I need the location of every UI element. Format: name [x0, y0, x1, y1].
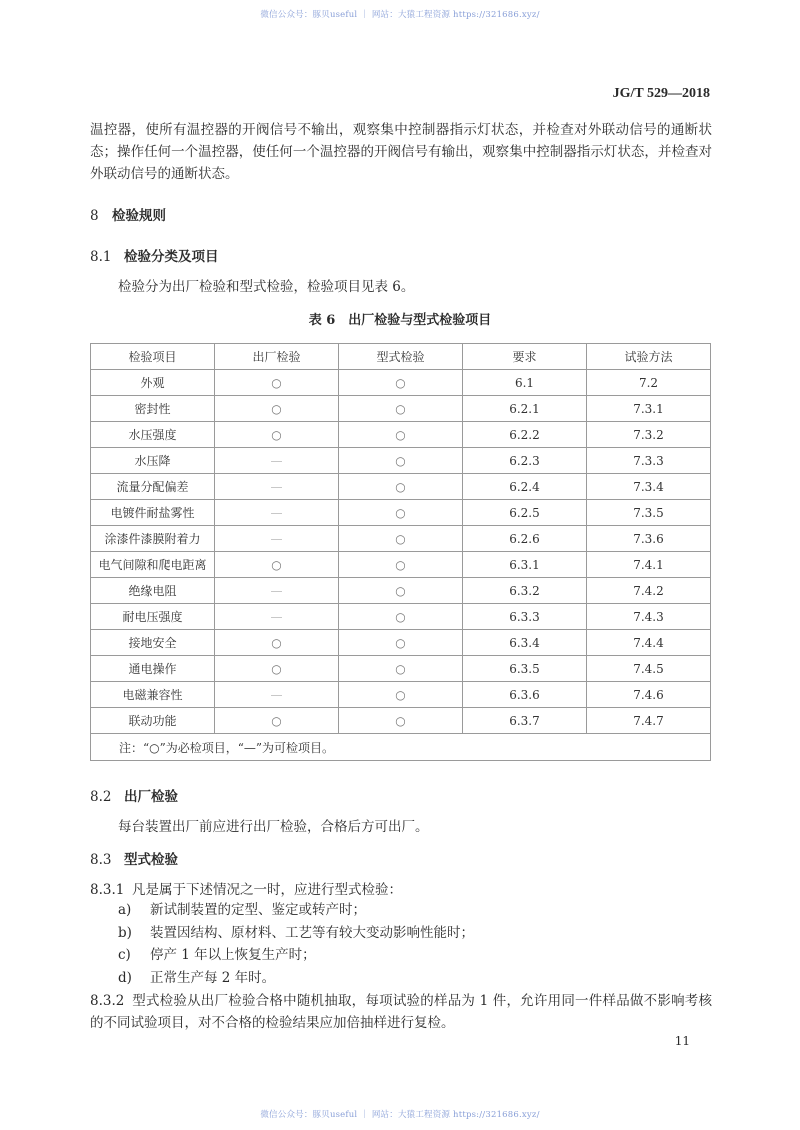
table-cell: 水压降	[91, 448, 215, 474]
table-cell: —	[215, 448, 339, 474]
table-cell: 耐电压强度	[91, 604, 215, 630]
table-cell: 6.2.3	[463, 448, 587, 474]
list-text: 正常生产每 2 年时。	[150, 970, 276, 987]
table-cell: —	[215, 500, 339, 526]
clause-8-3-2	[90, 990, 712, 1034]
list-label: c)	[118, 947, 131, 964]
table-cell: ○	[339, 448, 463, 474]
table-cell: 7.4.7	[587, 708, 711, 734]
column-header: 试验方法	[587, 344, 711, 370]
table-row	[91, 708, 711, 734]
table-cell: ○	[215, 422, 339, 448]
table-cell: ○	[339, 604, 463, 630]
section-number: 8.2	[90, 789, 112, 805]
table-cell: —	[215, 526, 339, 552]
table-cell: 流量分配偏差	[91, 474, 215, 500]
clause-text: 凡是属于下述情况之一时，应进行型式检验：	[132, 882, 402, 898]
table-cell: 6.2.4	[463, 474, 587, 500]
section-title: 型式检验	[124, 852, 178, 868]
table-cell: 6.1	[463, 370, 587, 396]
table-cell: 7.3.5	[587, 500, 711, 526]
table-note: 注：“○”为必检项目，“—”为可检项目。	[91, 734, 711, 761]
section-title: 检验分类及项目	[124, 249, 219, 265]
table-cell: 6.3.4	[463, 630, 587, 656]
table-cell: 密封性	[91, 396, 215, 422]
table-cell: 7.2	[587, 370, 711, 396]
table-cell: 6.3.5	[463, 656, 587, 682]
table-cell: ○	[215, 656, 339, 682]
table-cell: ○	[215, 396, 339, 422]
table-cell: —	[215, 474, 339, 500]
column-header: 检验项目	[91, 344, 215, 370]
table-cell: —	[215, 578, 339, 604]
clause-number: 8.3.2	[90, 993, 125, 1009]
table-cell: 7.4.3	[587, 604, 711, 630]
table-cell: 电镀件耐盐雾性	[91, 500, 215, 526]
table-cell: ○	[339, 708, 463, 734]
section-number: 8	[90, 208, 99, 224]
clause-8-3-1	[90, 878, 402, 898]
table-cell: ○	[339, 526, 463, 552]
table-cell: ○	[215, 370, 339, 396]
table-cell: 6.2.5	[463, 500, 587, 526]
table-cell: ○	[339, 396, 463, 422]
table-cell: 电气间隙和爬电距离	[91, 552, 215, 578]
table-row	[91, 682, 711, 708]
table-cell: 通电操作	[91, 656, 215, 682]
table-cell: 7.4.1	[587, 552, 711, 578]
table-cell: ○	[215, 630, 339, 656]
section-number: 8.1	[90, 249, 112, 265]
list-label: d)	[118, 970, 132, 987]
table-cell: ○	[339, 500, 463, 526]
table-cell: 7.3.1	[587, 396, 711, 422]
table-row	[91, 474, 711, 500]
table-cell: ○	[339, 656, 463, 682]
table-cell: 6.3.1	[463, 552, 587, 578]
inspection-items-table	[90, 343, 711, 761]
table-row	[91, 578, 711, 604]
table-cell: 涂漆件漆膜附着力	[91, 526, 215, 552]
column-header: 型式检验	[339, 344, 463, 370]
table-cell: 7.4.4	[587, 630, 711, 656]
column-header: 出厂检验	[215, 344, 339, 370]
table-row	[91, 500, 711, 526]
list-item	[118, 944, 474, 967]
column-header: 要求	[463, 344, 587, 370]
table-cell: 水压强度	[91, 422, 215, 448]
table-cell: 外观	[91, 370, 215, 396]
list-text: 装置因结构、原材料、工艺等有较大变动影响性能时；	[150, 924, 474, 941]
table-cell: 7.4.5	[587, 656, 711, 682]
table-caption: 表 6 出厂检验与型式检验项目	[308, 313, 492, 328]
table-cell: ○	[339, 422, 463, 448]
standard-number: JG/T 529—2018	[612, 86, 710, 101]
list-label: b)	[118, 924, 132, 941]
table-note-row	[91, 734, 711, 761]
table-row	[91, 526, 711, 552]
table-cell: 6.3.2	[463, 578, 587, 604]
table-cell: ○	[339, 370, 463, 396]
table-cell: 7.3.2	[587, 422, 711, 448]
table-row	[91, 604, 711, 630]
section-8-heading	[90, 204, 166, 224]
table-cell: 7.3.6	[587, 526, 711, 552]
section-number: 8.3	[90, 852, 112, 868]
table-cell: 6.2.6	[463, 526, 587, 552]
table-row	[91, 448, 711, 474]
table-cell: 6.3.6	[463, 682, 587, 708]
table-cell: —	[215, 682, 339, 708]
table-cell: 绝缘电阻	[91, 578, 215, 604]
table-cell: ○	[339, 682, 463, 708]
section-title: 检验规则	[112, 208, 166, 224]
table-cell: ○	[215, 708, 339, 734]
section-8-2-heading	[90, 785, 178, 805]
table-row	[91, 656, 711, 682]
intro-paragraph: 温控器，使所有温控器的开阀信号不输出，观察集中控制器指示灯状态，并检查对外联动信号的通断状态；操作任何一个温控器，使任何一个温控器的开阀信号有输出，观察集中控制器指示灯状态，并检查对外联动信号的通断状态。	[90, 122, 712, 182]
list-item	[118, 922, 474, 945]
table-cell: 6.2.2	[463, 422, 587, 448]
watermark-bottom: 微信公众号：豚贝useful ｜ 网站：大猿工程资源 https://321686.xyz/	[260, 1110, 540, 1120]
table-cell: ○	[339, 578, 463, 604]
table-cell: 6.3.7	[463, 708, 587, 734]
section-8-1-heading	[90, 245, 219, 265]
table-cell: 6.3.3	[463, 604, 587, 630]
section-8-2-text: 每台装置出厂前应进行出厂检验，合格后方可出厂。	[118, 819, 429, 835]
table-row	[91, 422, 711, 448]
table-cell: 接地安全	[91, 630, 215, 656]
table-cell: ○	[339, 630, 463, 656]
condition-list	[118, 899, 474, 990]
table-row	[91, 552, 711, 578]
table-row	[91, 370, 711, 396]
table-cell: 7.3.3	[587, 448, 711, 474]
list-label: a)	[118, 902, 132, 918]
clause-text: 型式检验从出厂检验合格中随机抽取，每项试验的样品为 1 件，允许用同一件样品做不影响考核的不同试验项目，对不合格的检验结果应加倍抽样进行复检。	[90, 993, 712, 1031]
table-cell: ○	[339, 552, 463, 578]
list-text: 新试制装置的定型、鉴定或转产时；	[150, 902, 366, 918]
list-item	[118, 899, 474, 922]
list-text: 停产 1 年以上恢复生产时；	[150, 947, 316, 964]
page-number: 11	[674, 1034, 690, 1048]
table-cell: 联动功能	[91, 708, 215, 734]
table-cell: —	[215, 604, 339, 630]
watermark-top: 微信公众号：豚贝useful ｜ 网站：大猿工程资源 https://321686.xyz/	[260, 10, 540, 20]
table-cell: ○	[215, 552, 339, 578]
table-cell: 电磁兼容性	[91, 682, 215, 708]
section-8-1-text: 检验分为出厂检验和型式检验，检验项目见表 6。	[118, 279, 415, 295]
list-item	[118, 967, 474, 990]
table-cell: 7.3.4	[587, 474, 711, 500]
table-header-row	[91, 344, 711, 370]
table-cell: 6.2.1	[463, 396, 587, 422]
table-row	[91, 396, 711, 422]
section-title: 出厂检验	[124, 789, 178, 805]
table-cell: 7.4.6	[587, 682, 711, 708]
table-cell: ○	[339, 474, 463, 500]
clause-number: 8.3.1	[90, 882, 125, 898]
table-cell: 7.4.2	[587, 578, 711, 604]
section-8-3-heading	[90, 848, 178, 868]
table-row	[91, 630, 711, 656]
